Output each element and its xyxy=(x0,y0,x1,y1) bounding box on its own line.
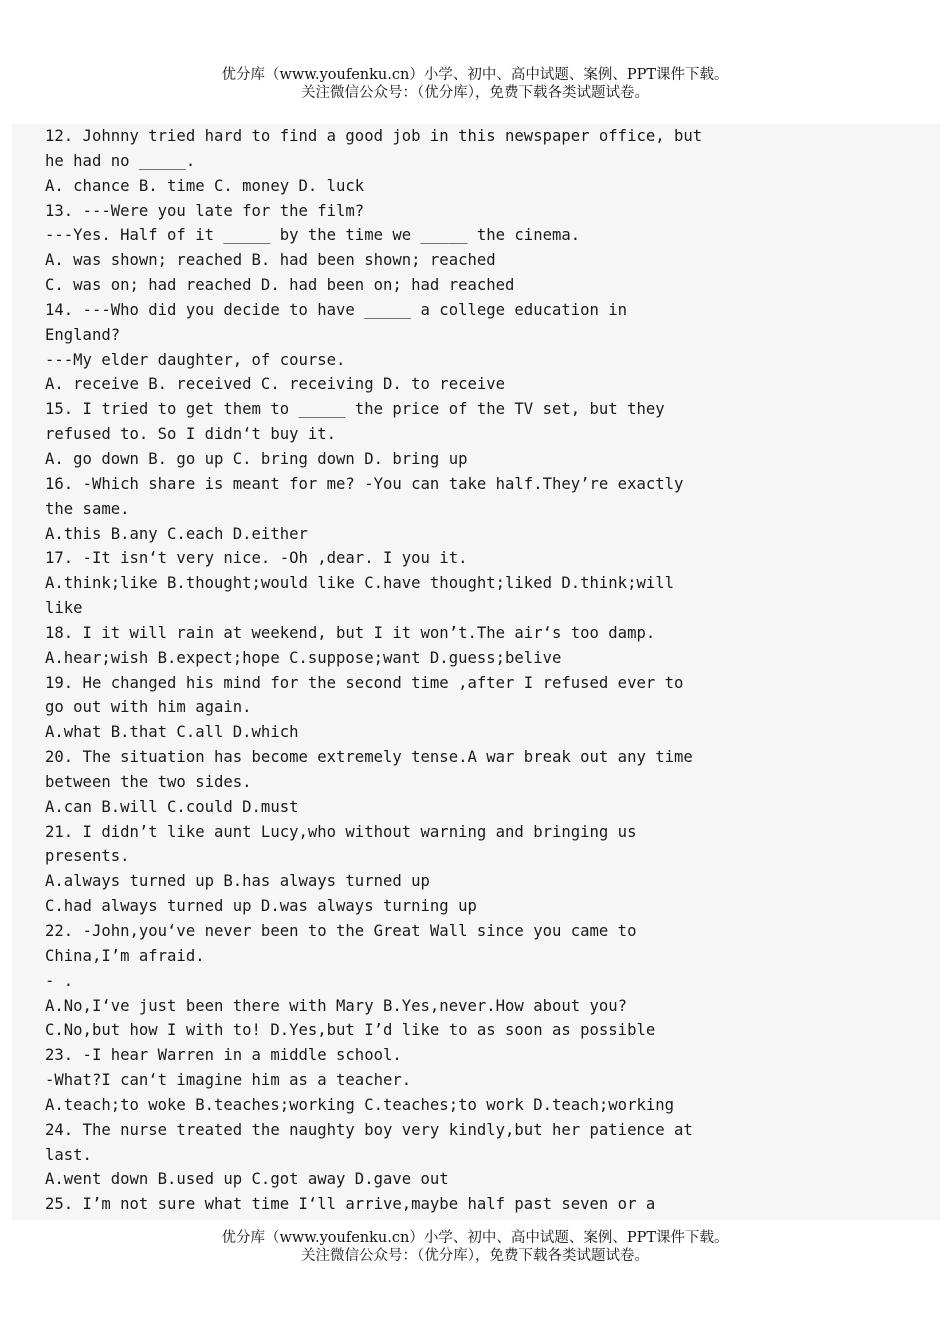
text-line: A.hear;wish B.expect;hope C.suppose;want D.guess;belive xyxy=(45,648,562,667)
text-line: 15. I tried to get them to _____ the price of the TV set, but they xyxy=(45,400,665,419)
text-line: 13. ---Were you late for the film? xyxy=(45,201,365,220)
text-line: 14. ---Who did you decide to have _____ a college education in xyxy=(45,300,628,319)
text-line: refused to. So I didn‘t buy it. xyxy=(45,425,337,444)
text-line: presents. xyxy=(45,847,130,866)
text-line: A.what B.that C.all D.which xyxy=(45,723,299,742)
text-line: A.No,I‘ve just been there with Mary B.Yes,never.How about you? xyxy=(45,996,628,1015)
text-line: A. go down B. go up C. bring down D. bring up xyxy=(45,449,468,468)
header-line-1: 优分库（www.youfenku.cn）小学、初中、高中试题、案例、PPT课件下载。 xyxy=(221,67,729,83)
text-line: 17. -It isn‘t very nice. -Oh ,dear. I you it. xyxy=(45,549,468,568)
footer-line-1: 优分库（www.youfenku.cn）小学、初中、高中试题、案例、PPT课件下载。 xyxy=(221,1230,729,1246)
document-body xyxy=(12,124,940,1220)
text-line: 22. -John,you‘ve never been to the Great Wall since you came to xyxy=(45,922,637,940)
text-line: A. chance B. time C. money D. luck xyxy=(45,176,365,195)
text-line: ---My elder daughter, of course. xyxy=(45,350,346,369)
text-line: 16. -Which share is meant for me? -You can take half.They’re exactly xyxy=(45,474,684,493)
question-text xyxy=(45,124,925,1217)
text-line: 24. The nurse treated the naughty boy very kindly,but her patience at xyxy=(45,1120,693,1139)
text-line: last. xyxy=(45,1145,92,1164)
text-line: A. receive B. received C. receiving D. to receive xyxy=(45,375,506,394)
text-line: A. was shown; reached B. had been shown; reached xyxy=(45,251,496,270)
text-line: 25. I’m not sure what time I‘ll arrive,maybe half past seven or a xyxy=(45,1195,656,1214)
text-line: A.always turned up B.has always turned up xyxy=(45,872,430,891)
text-line: 21. I didn’t like aunt Lucy,who without warning and bringing us xyxy=(45,822,637,841)
text-line: 19. He changed his mind for the second time ,after I refused ever to xyxy=(45,673,684,692)
text-line: England? xyxy=(45,325,121,344)
text-line: go out with him again. xyxy=(45,698,252,717)
text-line: C. was on; had reached D. had been on; had reached xyxy=(45,276,515,295)
text-line: 20. The situation has become extremely tense.A war break out any time xyxy=(45,748,693,767)
text-line: A.teach;to woke B.teaches;working C.teaches;to work D.teach;working xyxy=(45,1095,675,1114)
text-line: A.went down B.used up C.got away D.gave out xyxy=(45,1170,449,1189)
text-line: A.this B.any C.each D.either xyxy=(45,524,308,543)
text-line: 23. -I hear Warren in a middle school. xyxy=(45,1046,402,1065)
text-line: China,I’m afraid. xyxy=(45,946,205,965)
page-header xyxy=(0,66,950,102)
text-line: - . xyxy=(45,971,74,990)
text-line: like xyxy=(45,599,83,618)
footer-line-2: 关注微信公众号：（优分库），免费下载各类试题试卷。 xyxy=(301,1248,649,1264)
text-line: 18. I it will rain at weekend, but I it won’t.The air‘s too damp. xyxy=(45,623,656,642)
text-line: -What?I can‘t imagine him as a teacher. xyxy=(45,1071,412,1090)
text-line: he had no _____. xyxy=(45,151,196,170)
text-line: between the two sides. xyxy=(45,772,252,791)
text-line: C.had always turned up D.was always turning up xyxy=(45,897,477,916)
text-line: the same. xyxy=(45,499,130,518)
text-line: C.No,but how I with to! D.Yes,but I’d like to as soon as possible xyxy=(45,1021,656,1040)
text-line: 12. Johnny tried hard to find a good job in this newspaper office, but xyxy=(45,127,703,145)
page-footer xyxy=(0,1229,950,1265)
text-line: A.can B.will C.could D.must xyxy=(45,797,299,816)
header-line-2: 关注微信公众号：（优分库），免费下载各类试题试卷。 xyxy=(301,85,649,101)
text-line: ---Yes. Half of it _____ by the time we _____ the cinema. xyxy=(45,226,581,245)
text-line: A.think;like B.thought;would like C.have thought;liked D.think;will xyxy=(45,574,675,593)
